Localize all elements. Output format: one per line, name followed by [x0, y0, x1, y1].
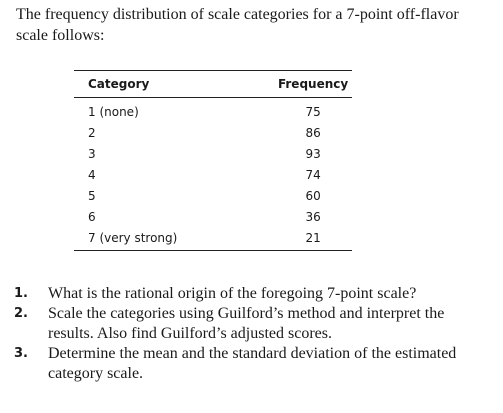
category-cell: 1 (none) [88, 104, 139, 119]
table-row [74, 164, 352, 185]
category-cell: 7 (very strong) [74, 227, 182, 251]
frequency-cell: 60 [305, 188, 321, 203]
question-item [14, 284, 489, 304]
question-text: Determine the mean and the standard deviation of the estimated category scale. [48, 345, 457, 382]
frequency-cell: 36 [305, 209, 321, 224]
category-column-header: Category [74, 71, 182, 98]
table-header-row [74, 71, 352, 98]
frequency-column-header: Frequency [182, 71, 352, 98]
intro-paragraph: The frequency distribution of scale categories for a 7-point off-flavor scale follows: [16, 6, 459, 44]
frequency-table [74, 70, 352, 251]
frequency-cell: 21 [182, 227, 352, 251]
question-number: 1. [14, 286, 28, 301]
frequency-cell: 93 [305, 146, 321, 161]
table-row [74, 185, 352, 206]
category-cell: 3 [88, 146, 96, 161]
table-row [74, 122, 352, 143]
question-item [14, 344, 489, 384]
frequency-cell: 86 [305, 125, 321, 140]
category-cell: 2 [88, 125, 96, 140]
category-cell: 5 [88, 188, 96, 203]
category-cell: 4 [88, 167, 96, 182]
question-text: What is the rational origin of the foregoing 7-point scale? [48, 285, 417, 302]
category-cell: 6 [88, 209, 96, 224]
question-item [14, 304, 489, 344]
question-number: 2. [14, 306, 28, 321]
question-list [14, 284, 489, 384]
table-row [74, 98, 352, 123]
table-row [74, 206, 352, 227]
table-row [74, 227, 352, 251]
question-number: 3. [14, 346, 28, 361]
question-text: Scale the categories using Guilford’s method and interpret the results. Also find Guilford’s adjusted scores. [48, 305, 445, 342]
frequency-cell: 75 [305, 104, 321, 119]
frequency-cell: 74 [305, 167, 321, 182]
table-row [74, 143, 352, 164]
